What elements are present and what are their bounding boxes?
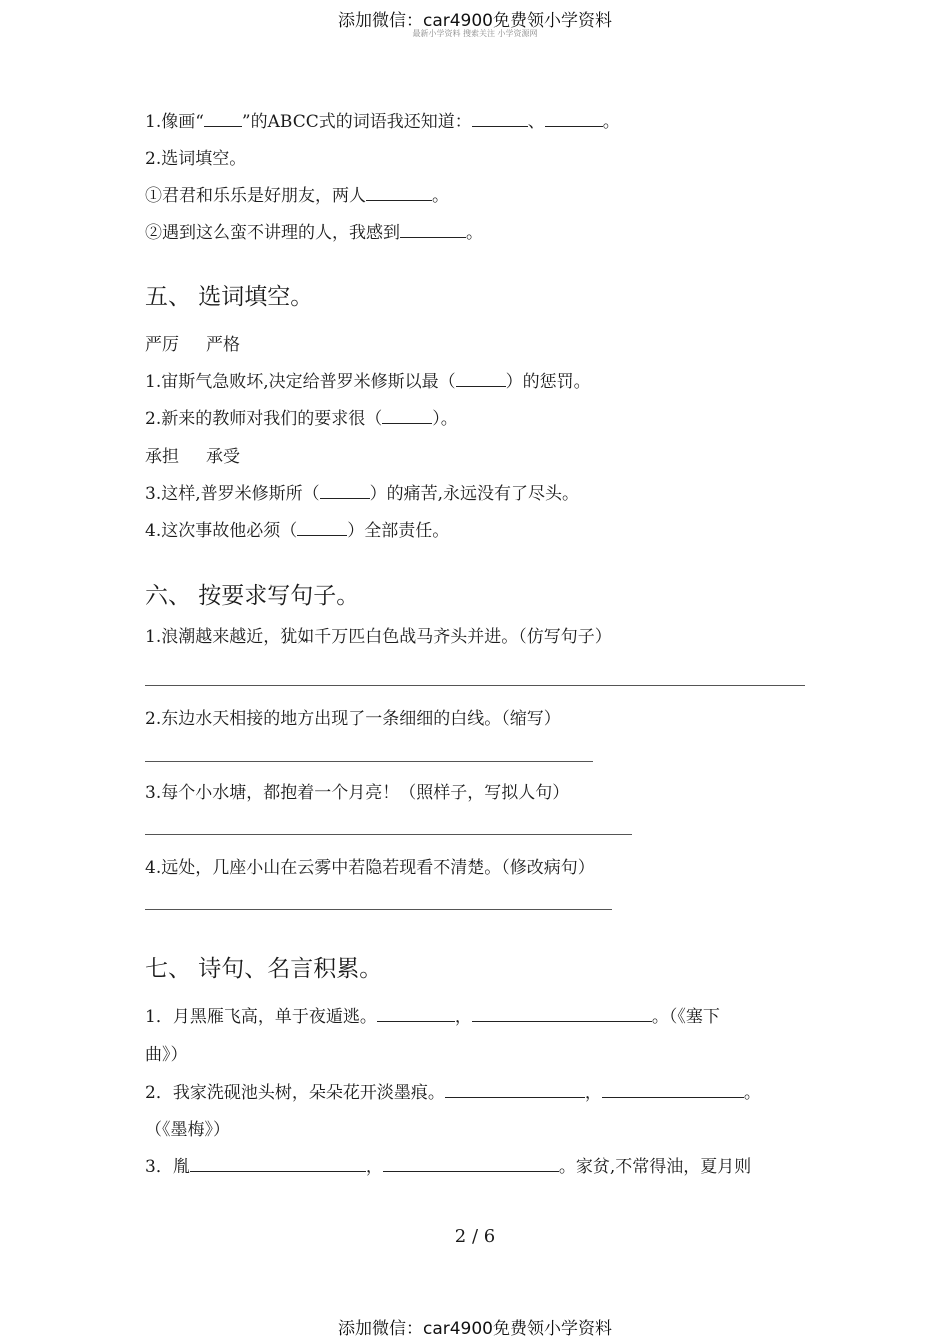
p4-q2: 2.选词填空。 — [145, 149, 247, 169]
p7-q1-cont: 曲》） — [145, 1045, 188, 1065]
watermark-small: 最新小学资料 搜索关注 小学资源网 — [412, 29, 538, 38]
p7-q1: 1．月黑雁飞高，单于夜遁逃。 ， 。（《塞下 — [145, 1007, 720, 1027]
blank[interactable] — [190, 1157, 366, 1172]
p4-q2a: ①君君和乐乐是好朋友，两人 。 — [145, 186, 449, 206]
p5-q4: 4.这次事故他必须（ ）全部责任。 — [145, 521, 450, 541]
p7-q3: 3．胤 ， 。家贫,不常得油，夏月则 — [145, 1157, 752, 1177]
p6-q2: 2.东边水天相接的地方出现了一条细细的白线。（缩写） — [145, 709, 561, 729]
p5-q1: 1.宙斯气急败坏,决定给普罗米修斯以最（ ）的惩罚。 — [145, 372, 591, 392]
blank[interactable] — [472, 112, 528, 127]
p6-q4: 4.远处，几座小山在云雾中若隐若现看不清楚。（修改病句） — [145, 858, 595, 878]
p7-q2: 2．我家洗砚池头树，朵朵花开淡墨痕。 ， 。 — [145, 1083, 761, 1103]
answer-line[interactable] — [145, 685, 805, 686]
answer-line[interactable] — [145, 834, 632, 835]
blank[interactable] — [320, 484, 370, 499]
blank[interactable] — [383, 1157, 559, 1172]
p4-q1: 1.像画“ ”的ABCC式的词语我还知道： 、 。 — [145, 112, 620, 132]
blank[interactable] — [297, 521, 347, 536]
p6-q3: 3.每个小水塘，都抱着一个月亮！（照样子，写拟人句） — [145, 783, 570, 803]
p5-q3: 3.这样,普罗米修斯所（ ）的痛苦,永远没有了尽头。 — [145, 484, 580, 504]
p6-q1: 1.浪潮越来越近，犹 •如 •千万匹白色战马齐头并进。（仿写句子） — [145, 622, 612, 647]
p6-heading: 六、 按要求写句子。 — [145, 583, 360, 609]
p5-words2: 承担 承受 — [145, 447, 241, 467]
blank[interactable] — [377, 1007, 455, 1022]
blank[interactable] — [545, 112, 603, 127]
p7-q2-cont: （《墨梅》） — [145, 1120, 230, 1140]
page-number: 2 / 6 — [454, 1226, 496, 1247]
blank[interactable] — [366, 186, 432, 201]
blank[interactable] — [204, 112, 242, 127]
p7-heading: 七、 诗句、名言积累。 — [145, 956, 383, 982]
blank[interactable] — [382, 409, 432, 424]
answer-line[interactable] — [145, 909, 612, 910]
watermark-top: 添加微信：car4900免费领小学资料 — [337, 11, 613, 31]
p5-heading: 五、 选词填空。 — [145, 284, 314, 310]
watermark-bottom: 添加微信：car4900免费领小学资料 — [337, 1319, 613, 1339]
blank[interactable] — [602, 1083, 744, 1098]
blank[interactable] — [445, 1083, 585, 1098]
blank[interactable] — [400, 223, 466, 238]
answer-line[interactable] — [145, 761, 593, 762]
blank[interactable] — [456, 372, 506, 387]
p4-q2b: ②遇到这么蛮不讲理的人，我感到 。 — [145, 223, 483, 243]
p5-q2: 2.新来的教师对我们的要求很（ ）。 — [145, 409, 458, 429]
blank[interactable] — [472, 1007, 652, 1022]
p5-words1: 严厉 严格 — [145, 335, 241, 355]
